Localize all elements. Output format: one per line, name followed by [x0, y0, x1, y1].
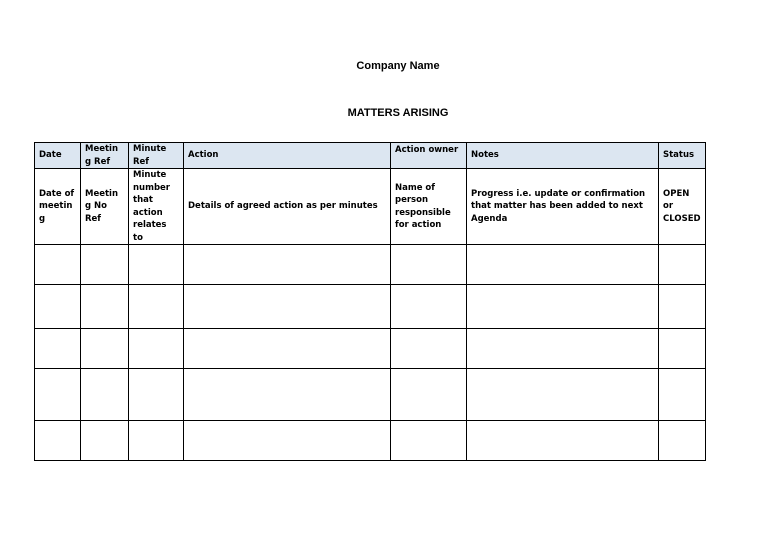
table-cell[interactable]: [81, 245, 129, 285]
table-cell[interactable]: [659, 285, 706, 329]
table-cell[interactable]: [129, 245, 184, 285]
table-cell[interactable]: [184, 285, 391, 329]
table-cell[interactable]: [467, 329, 659, 369]
table-cell[interactable]: [81, 421, 129, 461]
table-cell[interactable]: [391, 369, 467, 421]
description-action: Details of agreed action as per minutes: [184, 169, 391, 245]
table-cell[interactable]: [129, 285, 184, 329]
description-row: [35, 169, 706, 245]
table-cell[interactable]: [35, 329, 81, 369]
table-cell[interactable]: [81, 285, 129, 329]
table-cell[interactable]: [659, 421, 706, 461]
table-row: [35, 245, 706, 285]
table-cell[interactable]: [184, 329, 391, 369]
table-cell[interactable]: [391, 329, 467, 369]
table-cell[interactable]: [391, 245, 467, 285]
table-cell[interactable]: [467, 245, 659, 285]
table-cell[interactable]: [35, 369, 81, 421]
table-cell[interactable]: [129, 421, 184, 461]
table-cell[interactable]: [129, 329, 184, 369]
table-row: [35, 285, 706, 329]
table-row: [35, 369, 706, 421]
column-header-action-owner: Action owner: [391, 143, 467, 169]
matters-arising-table: [34, 142, 706, 461]
table-cell[interactable]: [659, 245, 706, 285]
table-cell[interactable]: [659, 369, 706, 421]
table-cell[interactable]: [391, 421, 467, 461]
table-cell[interactable]: [184, 369, 391, 421]
table-cell[interactable]: [81, 329, 129, 369]
table-cell[interactable]: [184, 245, 391, 285]
description-notes: Progress i.e. update or confirmation that matter has been added to next Agenda: [467, 169, 659, 245]
description-action-owner: Name of person responsible for action: [391, 169, 467, 245]
description-date: Date of meeting: [35, 169, 81, 245]
table-cell[interactable]: [467, 421, 659, 461]
table-cell[interactable]: [659, 329, 706, 369]
table-cell[interactable]: [35, 245, 81, 285]
description-meeting-ref: Meeting No Ref: [81, 169, 129, 245]
table-header-row: [35, 143, 706, 169]
document-title: MATTERS ARISING: [347, 107, 449, 119]
table-cell[interactable]: [35, 421, 81, 461]
column-header-meeting-ref: Meeting Ref: [81, 143, 129, 169]
table-cell[interactable]: [129, 369, 184, 421]
table-cell[interactable]: [391, 285, 467, 329]
table-cell[interactable]: [81, 369, 129, 421]
column-header-action: Action: [184, 143, 391, 169]
table-row: [35, 421, 706, 461]
table-row: [35, 329, 706, 369]
table-cell[interactable]: [184, 421, 391, 461]
table-cell[interactable]: [467, 285, 659, 329]
description-status: OPEN or CLOSED: [659, 169, 706, 245]
company-name: Company Name: [356, 60, 440, 72]
description-minute-ref: Minute number that action relates to: [129, 169, 184, 245]
column-header-minute-ref: Minute Ref: [129, 143, 184, 169]
column-header-notes: Notes: [467, 143, 659, 169]
table-cell[interactable]: [35, 285, 81, 329]
table-cell[interactable]: [467, 369, 659, 421]
column-header-date: Date: [35, 143, 81, 169]
column-header-status: Status: [659, 143, 706, 169]
